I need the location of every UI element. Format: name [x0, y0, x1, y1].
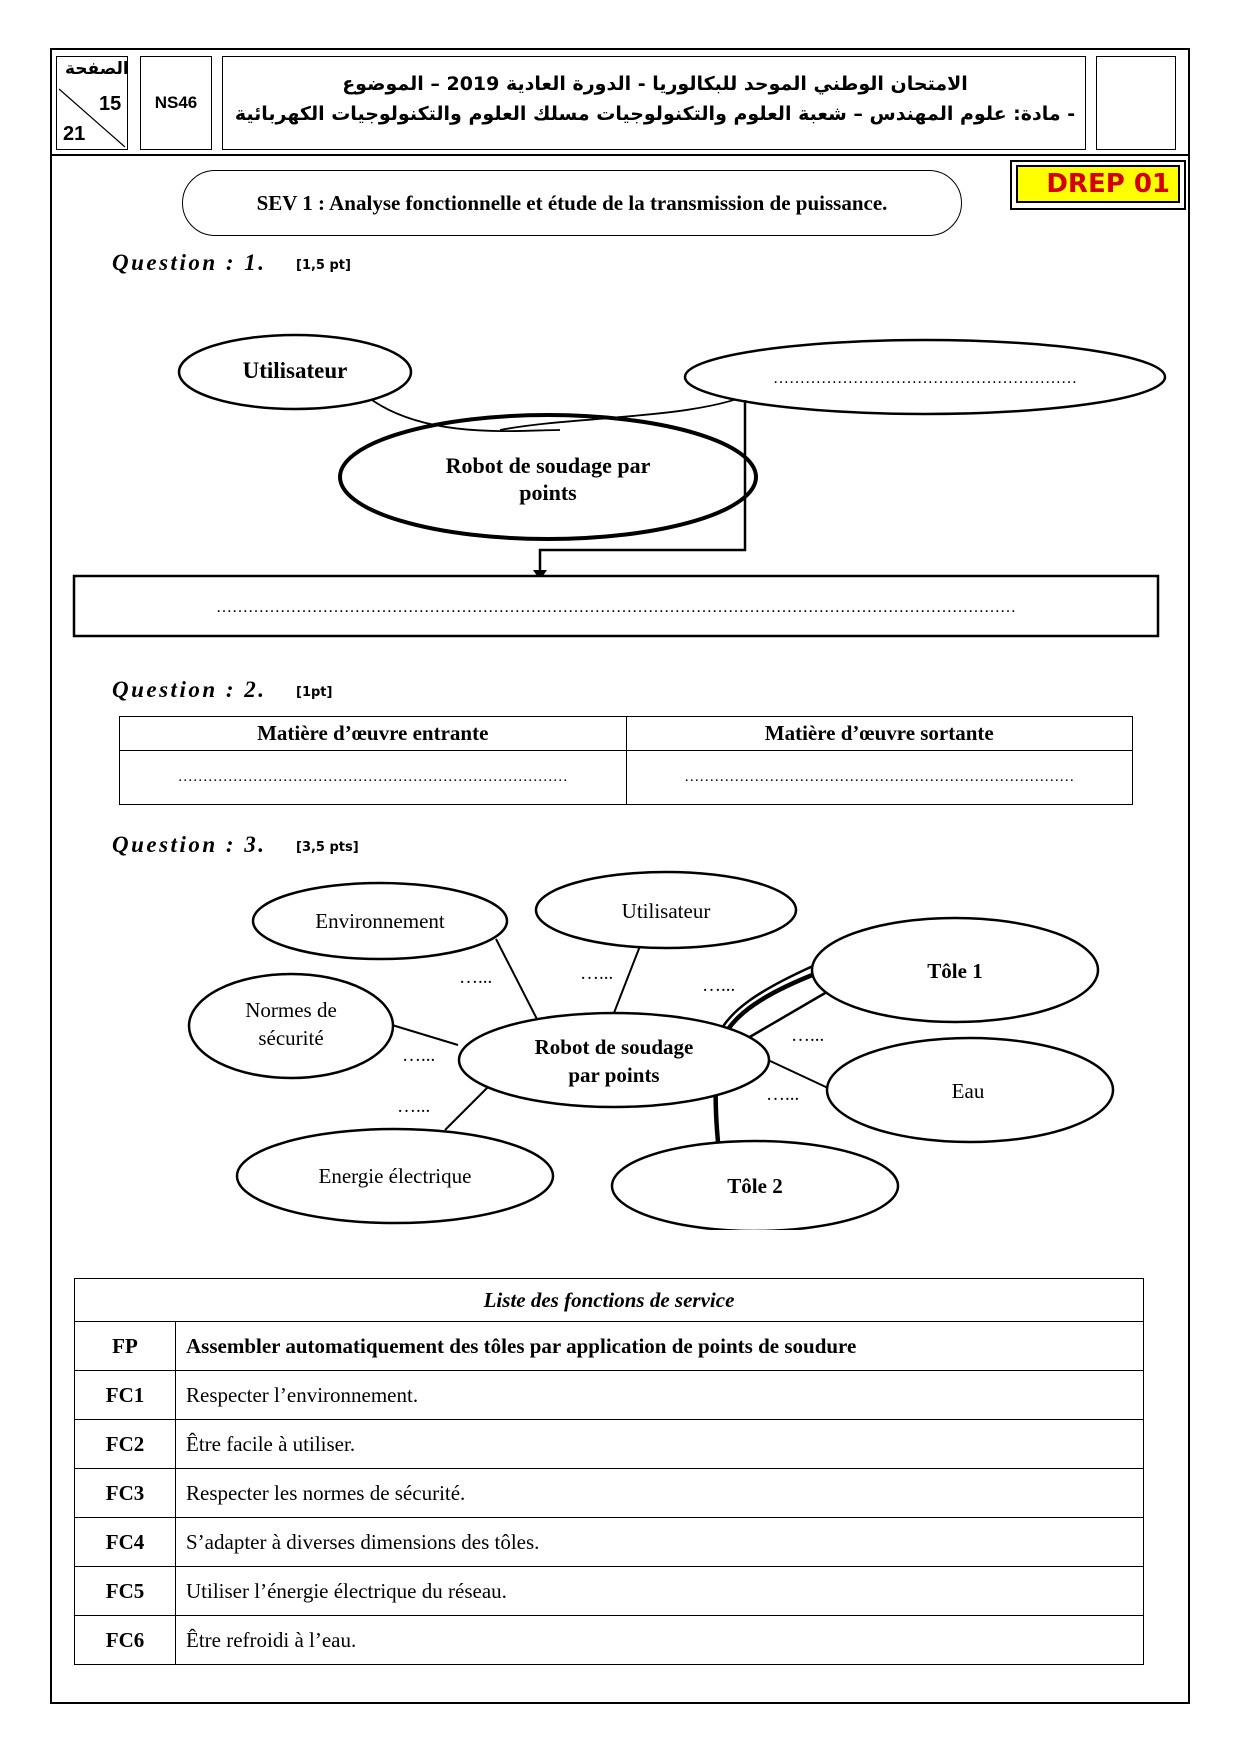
energie-label: Energie électrique	[318, 1164, 472, 1188]
function-row	[75, 1322, 1144, 1371]
link-normes	[392, 1025, 458, 1045]
function-row	[75, 1616, 1144, 1665]
blank-fc6: …...	[766, 1084, 800, 1105]
question-2-label: Question : 2.	[112, 677, 267, 702]
tole2-label: Tôle 2	[727, 1174, 783, 1198]
matter-table	[119, 716, 1133, 805]
subject-code: NS46	[154, 93, 198, 112]
function-code: FC2	[75, 1420, 176, 1469]
function-text: S’adapter à diverses dimensions des tôles.	[176, 1518, 1144, 1567]
page-number: 15	[99, 93, 122, 115]
matter-in-header: Matière d’œuvre entrante	[120, 717, 627, 751]
function-code: FC1	[75, 1371, 176, 1420]
function-code: FC4	[75, 1518, 176, 1567]
question-3-label: Question : 3.	[112, 832, 267, 857]
q1-function-blank: ……………………………………………………………………………………………………………………………………	[216, 599, 1016, 616]
q1-system-label-line1: Robot de soudage par	[445, 453, 651, 478]
total-pages: 21	[63, 123, 86, 145]
blank-fc5: …...	[397, 1096, 431, 1117]
function-code: FP	[75, 1322, 176, 1371]
tole1-label: Tôle 1	[927, 959, 983, 983]
function-code: FC6	[75, 1616, 176, 1665]
functions-title: Liste des fonctions de service	[75, 1279, 1144, 1322]
function-text: Respecter les normes de sécurité.	[176, 1469, 1144, 1518]
sev-title: SEV 1 : Analyse fonctionnelle et étude de la transmission de puissance.	[182, 170, 962, 236]
question-3-points: [3,5 pts]	[296, 840, 359, 855]
function-code: FC3	[75, 1469, 176, 1518]
blank-fc4: …...	[791, 1025, 825, 1046]
function-row	[75, 1469, 1144, 1518]
link-environnement	[496, 939, 540, 1025]
function-text: Être refroidi à l’eau.	[176, 1616, 1144, 1665]
octopus-diagram	[0, 860, 1240, 1230]
normes-label-line2: sécurité	[258, 1026, 324, 1050]
matter-in-blank: ……………………………………………………………………	[120, 751, 627, 805]
bete-a-corne-diagram	[0, 0, 1240, 700]
function-code: FC5	[75, 1567, 176, 1616]
blank-fp: …...	[702, 975, 736, 996]
blank-fc1: …...	[459, 967, 493, 988]
center-label-line2: par points	[568, 1063, 660, 1087]
function-text: Être facile à utiliser.	[176, 1420, 1144, 1469]
function-row	[75, 1567, 1144, 1616]
drep-badge: DREP 01	[1016, 165, 1180, 203]
function-row	[75, 1371, 1144, 1420]
center-label-line1: Robot de soudage	[534, 1035, 694, 1059]
q1-matter-blank: …………………………………………………	[773, 370, 1077, 387]
normes-label-line1: Normes de	[245, 998, 337, 1022]
question-2-points: [1pt]	[296, 685, 333, 700]
eau-label: Eau	[951, 1079, 985, 1103]
q1-user-label: Utilisateur	[242, 358, 348, 383]
function-text: Utiliser l’énergie électrique du réseau.	[176, 1567, 1144, 1616]
function-row	[75, 1420, 1144, 1469]
exam-title-line2: - مادة: علوم المهندس – شعبة العلوم والتكنولوجيات مسلك العلوم والتكنولوجيات الكهربائية	[234, 103, 1076, 125]
function-row	[75, 1518, 1144, 1567]
service-functions-table	[74, 1278, 1144, 1665]
link-utilisateur	[612, 946, 640, 1018]
exam-title-line1: الامتحان الوطني الموحد للبكالوريا - الدورة العادية 2019 – الموضوع	[342, 73, 968, 95]
center-ellipse	[459, 1013, 769, 1107]
blank-fc3: …...	[402, 1045, 436, 1066]
page-word: الصفحة	[65, 59, 129, 79]
question-1-points: [1,5 pt]	[296, 258, 351, 273]
environnement-label: Environnement	[315, 909, 445, 933]
question-1-label: Question : 1.	[112, 250, 267, 275]
function-text: Assembler automatiquement des tôles par application de points de soudure	[176, 1322, 1144, 1371]
utilisateur-label: Utilisateur	[621, 899, 711, 923]
function-text: Respecter l’environnement.	[176, 1371, 1144, 1420]
blank-fc2: …...	[580, 963, 614, 984]
matter-out-blank: ……………………………………………………………………	[626, 751, 1133, 805]
link-energie	[445, 1085, 490, 1130]
matter-out-header: Matière d’œuvre sortante	[626, 717, 1133, 751]
q1-system-label-line2: points	[519, 480, 577, 505]
